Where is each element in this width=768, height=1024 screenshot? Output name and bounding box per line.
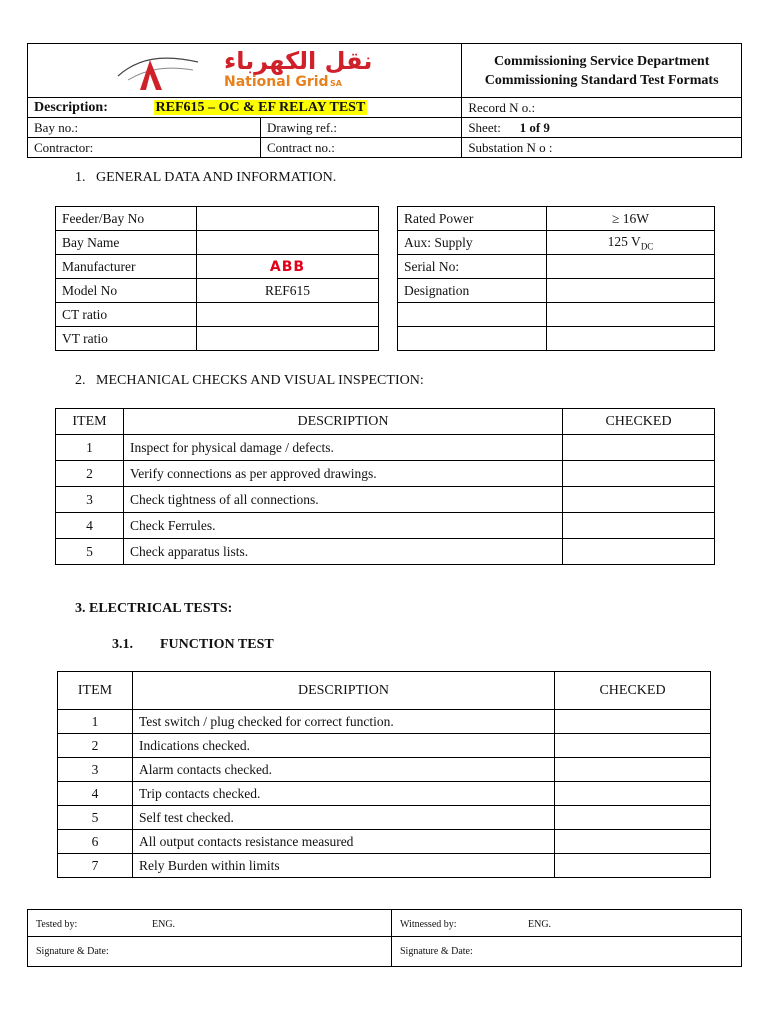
- signature-date-1: Signature & Date:: [28, 937, 392, 967]
- item-description: Verify connections as per approved drawings.: [124, 461, 563, 487]
- signature-date-2: Signature & Date:: [392, 937, 742, 967]
- value-text: 125 V: [607, 233, 641, 249]
- table-row: [56, 487, 715, 513]
- field-label: Feeder/Bay No: [56, 207, 197, 231]
- item-number: 1: [56, 435, 124, 461]
- field-label: Bay Name: [56, 231, 197, 255]
- section3-1-number: 3.1.: [112, 637, 133, 652]
- item-description: Indications checked.: [133, 734, 555, 758]
- checked-cell[interactable]: [555, 854, 711, 878]
- field-value: [197, 303, 379, 327]
- record-no-cell: Record N o.:: [462, 98, 742, 118]
- item-description: Trip contacts checked.: [133, 782, 555, 806]
- witnessed-by-cell: [392, 910, 742, 937]
- col-item: ITEM: [56, 409, 124, 435]
- checked-cell[interactable]: [555, 806, 711, 830]
- description-cell: [28, 98, 462, 118]
- table-row: [56, 539, 715, 565]
- field-label: [398, 303, 547, 327]
- field-value: [547, 207, 715, 231]
- general-data-row: [398, 303, 715, 327]
- table-row: [58, 734, 711, 758]
- table-row: [56, 461, 715, 487]
- field-label: Designation: [398, 279, 547, 303]
- field-value: [547, 255, 715, 279]
- item-description: Self test checked.: [133, 806, 555, 830]
- field-value: [547, 303, 715, 327]
- logo-arabic-text: نقل الكهرباء: [224, 47, 373, 75]
- checked-cell[interactable]: [555, 734, 711, 758]
- checked-cell[interactable]: [563, 461, 715, 487]
- field-value: [547, 327, 715, 351]
- checked-cell[interactable]: [563, 513, 715, 539]
- item-description: Test switch / plug checked for correct function.: [133, 710, 555, 734]
- item-number: 1: [58, 710, 133, 734]
- item-description: Rely Burden within limits: [133, 854, 555, 878]
- field-label: CT ratio: [56, 303, 197, 327]
- witnessed-by-label: Witnessed by:: [400, 919, 457, 930]
- item-number: 5: [56, 539, 124, 565]
- table-row: [58, 854, 711, 878]
- item-number: 4: [58, 782, 133, 806]
- field-label: Manufacturer: [56, 255, 197, 279]
- general-data-left-table: [55, 206, 379, 351]
- field-label: Aux: Supply: [398, 231, 547, 255]
- value-subscript: DC: [640, 241, 654, 252]
- section1-title: 1. GENERAL DATA AND INFORMATION.: [75, 170, 337, 185]
- field-value: [197, 207, 379, 231]
- field-label: [398, 327, 547, 351]
- description-value: REF615 – OC & EF RELAY TEST: [155, 99, 366, 115]
- col-description: DESCRIPTION: [133, 672, 555, 710]
- sheet-value: 1 of 9: [519, 119, 550, 135]
- dept-line1: Commissioning Service Department: [493, 53, 710, 69]
- table-row: [58, 830, 711, 854]
- table-row: [58, 710, 711, 734]
- witnessed-by-eng: ENG.: [528, 919, 552, 930]
- description-label: Description:: [34, 99, 108, 115]
- general-data-row: [398, 231, 715, 255]
- item-number: 6: [58, 830, 133, 854]
- item-description: Check Ferrules.: [124, 513, 563, 539]
- table-row: [58, 758, 711, 782]
- table-row: [58, 782, 711, 806]
- general-data-row: [56, 327, 379, 351]
- item-description: All output contacts resistance measured: [133, 830, 555, 854]
- function-test-table: [57, 671, 711, 878]
- signature-table: [27, 909, 742, 967]
- logo-english-text: National Grid: [224, 74, 329, 90]
- item-description: Check tightness of all connections.: [124, 487, 563, 513]
- general-data-right-table: [397, 206, 715, 351]
- field-label: Serial No:: [398, 255, 547, 279]
- drawing-ref-cell: Drawing ref.:: [261, 118, 462, 138]
- national-grid-logo-icon: [108, 50, 203, 92]
- department-cell: [462, 44, 742, 98]
- col-item: ITEM: [58, 672, 133, 710]
- item-number: 5: [58, 806, 133, 830]
- checked-cell[interactable]: [555, 782, 711, 806]
- field-value: [197, 231, 379, 255]
- general-data-row: [398, 327, 715, 351]
- checked-cell[interactable]: [555, 710, 711, 734]
- table-row: [56, 435, 715, 461]
- checked-cell[interactable]: [563, 487, 715, 513]
- dept-line2: Commissioning Standard Test Formats: [484, 72, 719, 88]
- section3-1-title: FUNCTION TEST: [160, 637, 274, 652]
- contractor-cell: Contractor:: [28, 138, 261, 158]
- value-text: ≥ 16W: [611, 210, 650, 226]
- item-number: 3: [56, 487, 124, 513]
- header-table: [27, 43, 742, 158]
- general-data-row: [398, 207, 715, 231]
- substation-no-cell: Substation N o :: [462, 138, 742, 158]
- col-description: DESCRIPTION: [124, 409, 563, 435]
- field-label: Rated Power: [398, 207, 547, 231]
- logo-sa-text: SA: [330, 79, 342, 88]
- section3-title: 3. ELECTRICAL TESTS:: [75, 601, 233, 616]
- col-checked: CHECKED: [563, 409, 715, 435]
- item-number: 4: [56, 513, 124, 539]
- section2-title: 2. MECHANICAL CHECKS AND VISUAL INSPECTION:: [75, 373, 424, 388]
- general-data-row: [56, 231, 379, 255]
- item-description: Alarm contacts checked.: [133, 758, 555, 782]
- item-description: Inspect for physical damage / defects.: [124, 435, 563, 461]
- general-data-row: [56, 303, 379, 327]
- checked-cell[interactable]: [563, 539, 715, 565]
- table-row: [58, 806, 711, 830]
- item-number: 2: [58, 734, 133, 758]
- checked-cell[interactable]: [555, 758, 711, 782]
- item-number: 2: [56, 461, 124, 487]
- item-number: 7: [58, 854, 133, 878]
- general-data-row: [56, 207, 379, 231]
- bay-no-cell: Bay no.:: [28, 118, 261, 138]
- field-value: [547, 279, 715, 303]
- checked-cell[interactable]: [555, 830, 711, 854]
- field-label: Model No: [56, 279, 197, 303]
- logo-cell: [28, 44, 462, 98]
- field-value: [547, 231, 715, 255]
- contract-no-cell: Contract no.:: [261, 138, 462, 158]
- mechanical-checks-table: [55, 408, 715, 565]
- col-checked: CHECKED: [555, 672, 711, 710]
- item-number: 3: [58, 758, 133, 782]
- field-value: [197, 279, 379, 303]
- general-data-row: [56, 279, 379, 303]
- value-text: REF615: [264, 282, 310, 298]
- field-label: VT ratio: [56, 327, 197, 351]
- field-value: [197, 327, 379, 351]
- general-data-row: [56, 255, 379, 279]
- tested-by-label: Tested by:: [36, 919, 78, 930]
- item-description: Check apparatus lists.: [124, 539, 563, 565]
- sheet-label: Sheet:: [468, 119, 501, 135]
- field-value: [197, 255, 379, 279]
- general-data-row: [398, 279, 715, 303]
- table-row: [56, 513, 715, 539]
- checked-cell[interactable]: [563, 435, 715, 461]
- abb-logo: ABB: [269, 258, 306, 275]
- sheet-cell: [462, 118, 742, 138]
- tested-by-eng: ENG.: [152, 919, 176, 930]
- general-data-row: [398, 255, 715, 279]
- tested-by-cell: [28, 910, 392, 937]
